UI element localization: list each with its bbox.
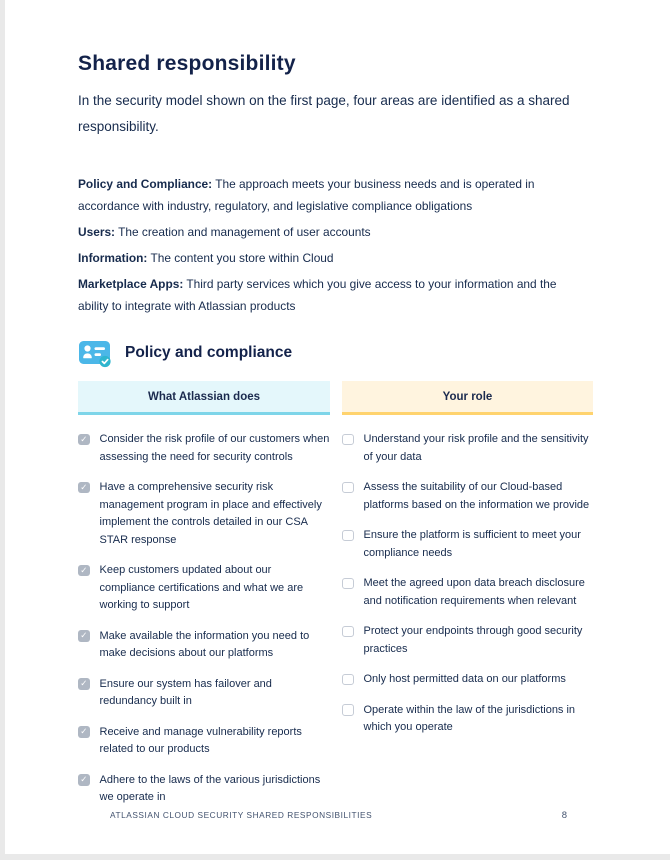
item-text: Meet the agreed upon data breach disclosure and notification requirements when relevant (363, 577, 585, 607)
page-title: Shared responsibility (78, 52, 296, 75)
intro-paragraph: In the security model shown on the first page, four areas are identified as a shared responsibility. (78, 93, 570, 134)
page-content (5, 0, 670, 820)
footer-page-number: 8 (561, 810, 567, 821)
checked-checkbox-icon[interactable]: ✓ (78, 678, 90, 690)
unchecked-checkbox-icon[interactable] (342, 626, 354, 638)
column-header-your-role: Your role (342, 381, 593, 415)
your-role-items-list (342, 431, 593, 820)
list-item (342, 575, 593, 610)
definition-term: Users: (78, 225, 116, 239)
item-text: Protect your endpoints through good security practices (363, 625, 583, 655)
list-item (342, 671, 593, 689)
item-text: Make available the information you need to make decisions about our platforms (99, 629, 310, 659)
list-item (78, 772, 330, 807)
column-header-what-atlassian-does: What Atlassian does (78, 381, 330, 415)
item-text: Adhere to the laws of the various jurisdictions we operate in (99, 773, 321, 803)
checked-checkbox-icon[interactable]: ✓ (78, 630, 90, 642)
checked-checkbox-icon[interactable]: ✓ (78, 774, 90, 786)
list-item (342, 623, 593, 658)
checked-checkbox-icon[interactable]: ✓ (78, 726, 90, 738)
definition-information (78, 247, 583, 269)
unchecked-checkbox-icon[interactable] (342, 578, 354, 590)
list-item (78, 562, 330, 615)
item-text: Ensure our system has failover and redundancy built in (99, 677, 272, 707)
checked-checkbox-icon[interactable]: ✓ (78, 565, 90, 577)
item-text: Operate within the law of the jurisdictions in which you operate (363, 703, 576, 733)
list-item (342, 479, 593, 514)
unchecked-checkbox-icon[interactable] (342, 704, 354, 716)
definition-text: Third party services which you give access to your information and the ability to integrate with Atlassian products (78, 277, 557, 313)
page-footer (110, 810, 567, 821)
list-item (78, 628, 330, 663)
definition-users (78, 221, 583, 243)
definition-text: The creation and management of user accounts (115, 225, 371, 239)
list-item (78, 479, 330, 549)
unchecked-checkbox-icon[interactable] (342, 674, 354, 686)
definition-term: Marketplace Apps: (78, 277, 184, 291)
item-text: Consider the risk profile of our customers when assessing the need for security controls (99, 433, 330, 463)
list-item (342, 527, 593, 562)
item-text: Have a comprehensive security risk management program in place and effectively implement the controls detailed in our CSA STAR response (99, 481, 322, 546)
definition-text: The content you store within Cloud (147, 251, 334, 265)
item-text: Assess the suitability of our Cloud-based platforms based on the information we provide (363, 481, 590, 511)
checked-checkbox-icon[interactable]: ✓ (78, 434, 90, 446)
list-item (78, 431, 330, 466)
unchecked-checkbox-icon[interactable] (342, 482, 354, 494)
atlassian-items-list (78, 431, 330, 820)
definition-text: The approach meets your business needs and is operated in accordance with industry, regulatory, and legislative compliance obligations (78, 177, 535, 213)
unchecked-checkbox-icon[interactable] (342, 434, 354, 446)
definitions-list (78, 173, 598, 317)
unchecked-checkbox-icon[interactable] (342, 530, 354, 542)
list-item (78, 724, 330, 759)
section-header (78, 338, 598, 368)
id-badge-check-icon (78, 338, 112, 368)
definition-term: Policy and Compliance: (78, 177, 213, 191)
list-item (78, 676, 330, 711)
footer-document-title: ATLASSIAN CLOUD SECURITY SHARED RESPONSIBILITIES (110, 810, 373, 820)
definition-policy (78, 173, 583, 217)
definition-term: Information: (78, 251, 148, 265)
section-title: Policy and compliance (125, 344, 293, 361)
document-page (5, 0, 670, 854)
list-item (342, 702, 593, 737)
item-text: Only host permitted data on our platforms (363, 673, 566, 685)
definition-marketplace-apps (78, 273, 583, 317)
checked-checkbox-icon[interactable]: ✓ (78, 482, 90, 494)
responsibility-table (78, 381, 593, 820)
item-text: Ensure the platform is sufficient to meet your compliance needs (363, 529, 581, 559)
item-text: Understand your risk profile and the sensitivity of your data (363, 433, 589, 463)
item-text: Receive and manage vulnerability reports related to our products (99, 725, 302, 755)
item-text: Keep customers updated about our compliance certifications and what we are working to support (99, 564, 304, 611)
list-item (342, 431, 593, 466)
